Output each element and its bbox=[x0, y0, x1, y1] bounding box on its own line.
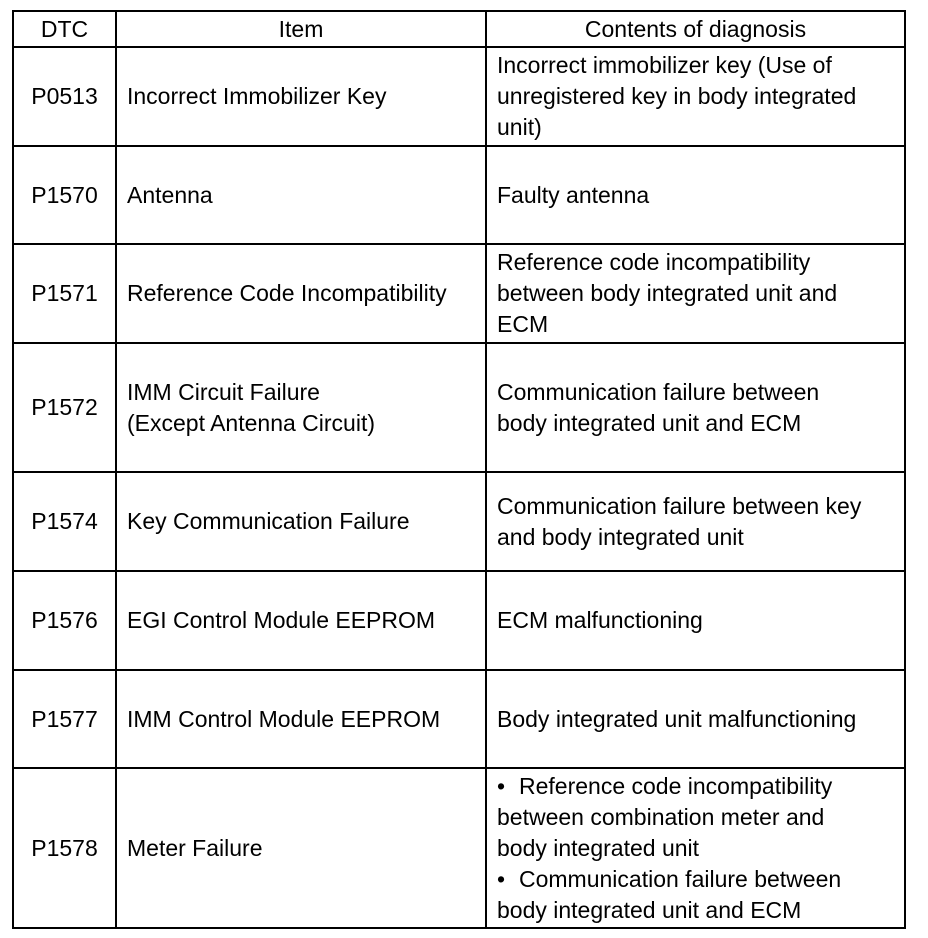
item-cell bbox=[116, 47, 486, 146]
contents-text: unregistered key in body integrated bbox=[497, 83, 857, 109]
dtc-code: P1578 bbox=[13, 768, 116, 928]
item-cell bbox=[116, 670, 486, 768]
bullet-icon: • bbox=[497, 865, 506, 892]
item-cell bbox=[116, 343, 486, 472]
item-cell bbox=[116, 472, 486, 571]
table-row bbox=[13, 343, 905, 472]
contents-text: Communication failure between key bbox=[497, 492, 862, 519]
header-item: Item bbox=[116, 11, 486, 47]
contents-text: Body integrated unit malfunctioning bbox=[497, 705, 857, 732]
contents-cell bbox=[486, 244, 905, 343]
dtc-code: P1576 bbox=[13, 571, 116, 670]
contents-bullet-item bbox=[497, 771, 898, 802]
contents-cell bbox=[486, 768, 905, 928]
contents-cell bbox=[486, 146, 905, 244]
item-text: Incorrect Immobilizer Key bbox=[127, 83, 387, 109]
dtc-code: P1574 bbox=[13, 472, 116, 571]
item-text: EGI Control Module EEPROM bbox=[127, 607, 436, 633]
contents-text: Communication failure between bbox=[519, 865, 842, 892]
contents-bullet-item bbox=[497, 864, 898, 895]
contents-text: body integrated unit and ECM bbox=[497, 409, 802, 436]
dtc-code: P1577 bbox=[13, 670, 116, 768]
bullet-icon: • bbox=[497, 772, 506, 799]
table-row bbox=[13, 768, 905, 928]
dtc-code: P0513 bbox=[13, 47, 116, 146]
contents-cell bbox=[486, 47, 905, 146]
contents-cell bbox=[486, 472, 905, 571]
contents-text: body integrated unit and ECM bbox=[497, 896, 802, 923]
contents-text: between combination meter and bbox=[497, 803, 825, 830]
item-text: Key Communication Failure bbox=[127, 508, 410, 534]
contents-text: and body integrated unit bbox=[497, 523, 744, 550]
dtc-table bbox=[12, 10, 906, 929]
contents-text: Reference code incompatibility bbox=[497, 249, 811, 275]
item-text: Meter Failure bbox=[127, 834, 263, 861]
item-text: Reference Code Incompatibility bbox=[127, 280, 447, 306]
item-cell bbox=[116, 768, 486, 928]
table-row bbox=[13, 47, 905, 146]
dtc-code: P1571 bbox=[13, 244, 116, 343]
table-row bbox=[13, 244, 905, 343]
contents-text: Reference code incompatibility bbox=[519, 772, 833, 799]
contents-text: Communication failure between bbox=[497, 378, 820, 405]
header-dtc: DTC bbox=[13, 11, 116, 47]
contents-text: Faulty antenna bbox=[497, 181, 650, 208]
contents-text: body integrated unit bbox=[497, 834, 700, 861]
item-text: IMM Circuit Failure bbox=[127, 378, 320, 405]
contents-cell bbox=[486, 670, 905, 768]
item-cell bbox=[116, 244, 486, 343]
item-cell bbox=[116, 146, 486, 244]
contents-cell bbox=[486, 343, 905, 472]
item-text: (Except Antenna Circuit) bbox=[127, 409, 376, 436]
header-row bbox=[13, 11, 905, 47]
table-row bbox=[13, 670, 905, 768]
table-row bbox=[13, 571, 905, 670]
contents-text: unit) bbox=[497, 114, 542, 140]
table-row bbox=[13, 472, 905, 571]
contents-text: ECM malfunctioning bbox=[497, 607, 703, 633]
contents-text: between body integrated unit and bbox=[497, 280, 838, 306]
contents-text: ECM bbox=[497, 311, 549, 337]
item-text: IMM Control Module EEPROM bbox=[127, 705, 441, 732]
item-text: Antenna bbox=[127, 181, 213, 208]
item-cell bbox=[116, 571, 486, 670]
dtc-code: P1570 bbox=[13, 146, 116, 244]
table-row bbox=[13, 146, 905, 244]
contents-cell bbox=[486, 571, 905, 670]
header-contents: Contents of diagnosis bbox=[486, 11, 905, 47]
dtc-code: P1572 bbox=[13, 343, 116, 472]
contents-text: Incorrect immobilizer key (Use of bbox=[497, 52, 832, 78]
